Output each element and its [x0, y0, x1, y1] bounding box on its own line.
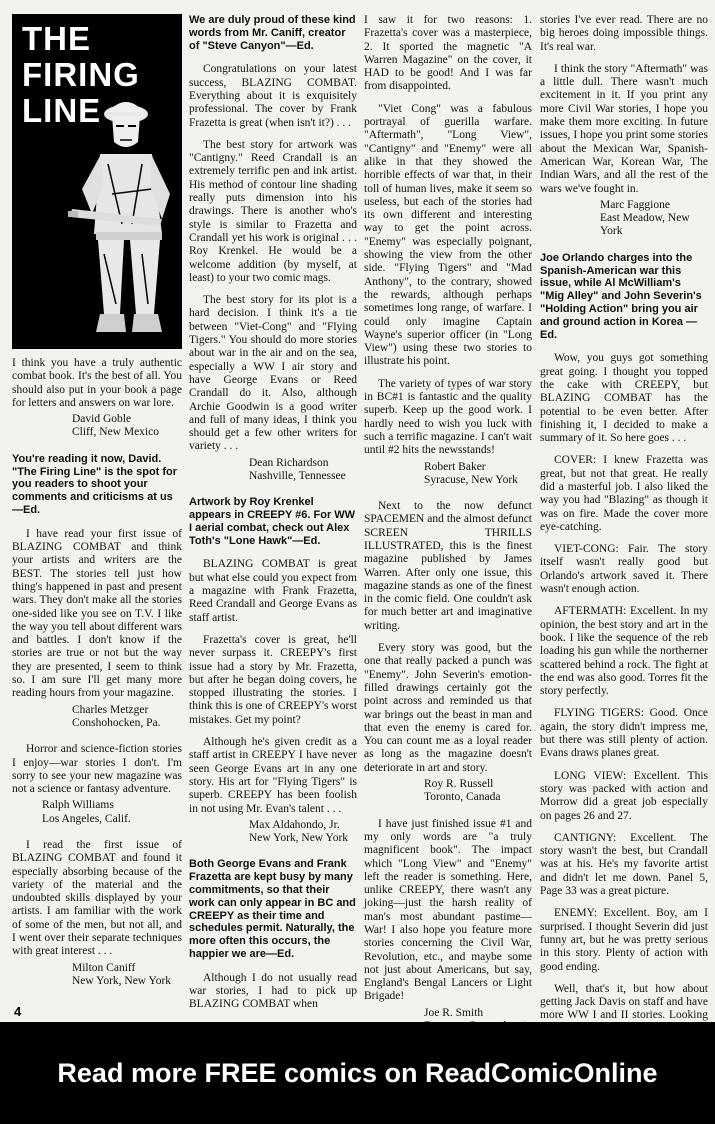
letter-caniff: I read the first issue of BLAZING COMBAT and found it especially absorbing because of the variety of the material and the undoubted skills displayed by your artists. I am familiar with the work of some of the men, but not all, and I went over their separate techniques with great interest . . . — [12, 839, 182, 958]
signature-caniff: Milton Caniff New York, New York — [72, 961, 172, 987]
letter-goble: I think you have a truly authentic combat book. It's the best of all. You should also put in your book a page for letters and answers on war lore. — [12, 357, 182, 409]
letter-richardson-2: The best story for artwork was "Cantigny." Reed Crandall is an extremely terrific pen and ink artist. His method of contour line shading really puts dimension into his drawings. There is another who's style is similar to Frazetta and Crandall yet his work is original . . . Roy Krenkel. He would be a welcome addition (by myself, at least) to your two comic mags. — [189, 138, 357, 284]
editor-reply: We are duly proud of these kind words from Mr. Caniff, creator of "Steve Canyon"—Ed. — [189, 14, 356, 52]
letter-aldahondo-2: Frazetta's cover is great, he'll never surpass it. CREEPY's first issue had a story by Mr. Frazetta, but after he began doing covers, he stopped illustrating the stories. I think this is one of CREEPY's worst mistakes. Get my point? — [189, 633, 357, 726]
letter-faggione-enemy: ENEMY: Excellent. Boy, am I surprised. I thought Severin did just funny art, but he was pretty serious in this story. Plenty of action with good ending. — [540, 907, 708, 973]
signature-baker: Robert Baker Syracuse, New York — [424, 460, 518, 486]
editor-reply: Artwork by Roy Krenkel appears in CREEPY #6. For WW I aerial combat, check out Alex Toth's "Lone Hawk"—Ed. — [189, 496, 356, 547]
letter-richardson-3: The best story for its plot is a hard decision. I think it's a tie between "Viet-Cong" and "Flying Tigers." You should do more stories about war in the air and on the sea, especially a WW I air story and have George Evans or Reed Crandall do it. Also, although Archie Goodwin is a good writer and full of many ideas, I think you should get a few other writers for variety . . . — [189, 294, 357, 453]
header-title-line3: LINE — [22, 92, 102, 129]
letter-faggione-vietcong: VIET-CONG: Fair. The story itself wasn't really good but Orlando's artwork saved it. There wasn't enough action. — [540, 543, 708, 596]
letter-faggione-aftermath: AFTERMATH: Excellent. In my opinion, the best story and art in the book. I like the sequence of the reb loading his gun while the northerner scattered behind a rock. The fight at the end was also good. Torres fit the story perfectly. — [540, 605, 708, 698]
signature-russell: Roy R. Russell Toronto, Canada — [424, 778, 501, 804]
footer-banner-text[interactable]: Read more FREE comics on ReadComicOnline — [57, 1057, 658, 1088]
letter-aldahondo-3: Although he's given credit as a staff artist in CREEPY I have never seen George Evans art in any one story. His art for "Flying Tigers" is superb. CREEPY has been foolish in not using Mr. Evan's talent . . . — [189, 736, 357, 815]
letter-hughes-2: I think the story "Aftermath" was a little dull. There wasn't much excitement in it. If you print any more Civil War stories, I hope you make them more exciting. In future issues, I hope you print some stories about the Mexican War, Spanish-American War, Korean War, The Indian Wars, and all the rest of the wars we've fought in. — [540, 62, 708, 195]
signature-hughes: Marc Faggione East Meadow, New York — [600, 198, 690, 238]
footer-banner[interactable] — [0, 1022, 715, 1124]
letter-faggione-flyingtigers: FLYING TIGERS: Good. Once again, the story didn't impress me, but there was still plenty of action. Evans draws planes great. — [540, 707, 708, 760]
header-title-line2: FIRING — [22, 56, 140, 93]
soldier-illustration — [12, 14, 182, 349]
letter-smith: I have just finished issue #1 and my only words are "a truly magnificent book". The impact which "Long View" and "Enemy" left the reader is something. Here, unlike CREEPY, there wasn't any joking—just the harsh reality of man's most abundant pastime—War! I also hope you feature more stories concerning the Civil War, Revolution, etc., and maybe some not just about Americans, but say, England's Bengal Lancers or Light Brigade! — [364, 817, 532, 1003]
letter-faggione-longview: LONG VIEW: Excellent. This story was packed with action and Morrow did a great job especially on pages 26 and 27. — [540, 769, 708, 822]
letter-baker-3: The variety of types of war story in BC#1 is fantastic and the quality superb. Keep up the good work. I hardly need to wish you luck with such a terrific magazine. I can't wait until #2 hits the newsstands! — [364, 377, 532, 457]
letter-faggione-cover: COVER: I knew Frazetta was great, but not that great. He really did a masterful job. I also liked the way you had "Blazing" as though it was on fire. Made the cover more eye-catching. — [540, 454, 708, 533]
letter-faggione-cantigny: CANTIGNY: Excellent. The story wasn't the best, but Crandall was at his. He's my favorite artist and didn't let me down. Panel 5, Page 33 was a great picture. — [540, 831, 708, 898]
letter-russell-1: Next to the now defunct SPACEMEN and the almost defunct SCREEN THRILLS ILLUSTRATED, this is the finest magazine published by James Warren. After only one issue, this magazine stands as one of the finest in the comic field. One couldn't ask for much better art and imaginative writing. — [364, 500, 532, 632]
signature-smith: Joe R. Smith — [424, 1006, 484, 1019]
signature-aldahondo: Max Aldahondo, Jr. New York, New York — [249, 818, 349, 845]
letter-richardson-1: Congratulations on your latest success, BLAZING COMBAT. Everything about it is exquisitely professional. The cover by Frank Frazetta is great (when isn't it?) . . . — [189, 63, 357, 129]
letter-aldahondo-1: BLAZING COMBAT is great but what else could you expect from a magazine with Frank Frazetta, Reed Crandall and George Evans as staff artist. — [189, 558, 357, 624]
editor-reply: Both George Evans and Frank Frazetta are kept busy by many commitments, so that their work can only appear in BC and CREEPY as their time and schedules permit. Naturally, the more often this occurs, the happier we are—Ed. — [189, 858, 356, 960]
letter-baker-1: I saw it for two reasons: 1. Frazetta's cover was a masterpiece, 2. It sported the magnetic "A Warren Magazine" on the cover, it HAD to be good! And I was far from disappointed. — [364, 14, 532, 93]
signature-metzger: Charles Metzger Conshohocken, Pa. — [72, 703, 161, 729]
letter-metzger: I have read your first issue of BLAZING COMBAT and think your artists and writers are the BEST. The stories tell just how thing's happened in past and present wars. They don't make all the stories one-sided like you see on T.V. I like the way you tell about different wars and battles. I don't know if the stories are true or not but the way they are presented, I seem to think so. I am sure I'll get many more reading hours from your magazine. — [12, 527, 182, 700]
editor-reply: You're reading it now, David. "The Firing Line" is the spot for you readers to shoot your comments and criticisms at us—Ed. — [12, 452, 178, 516]
letter-hughes-1: stories I've ever read. There are no big heroes doing impossible things. It's real war. — [540, 14, 708, 53]
firing-line-header-panel — [12, 14, 182, 349]
letter-faggione-closing: Well, that's it, but how about getting Jack Davis on staff and have more WW I and II stories. Looking — [540, 982, 708, 1022]
editor-reply: Joe Orlando charges into the Spanish-American war this issue, while Al McWilliam's "Mig Alley" and John Severin's "Holding Action" bring you air and ground action in Korea —Ed. — [540, 251, 702, 341]
column-4 — [540, 14, 708, 1022]
column-1 — [12, 14, 182, 1001]
letter-faggione-1: Wow, you guys got something great going. I thought you topped the cake with CREEPY, but BLAZING COMBAT has the potential to be even better. After finishing it, I decided to make a summary of it. So here goes . . . — [540, 352, 708, 445]
page-number: 4 — [14, 1004, 22, 1019]
letter-baker-2: "Viet Cong" was a fabulous portrayal of guerilla warfare. "Aftermath", "Long View", "Cantigny" and "Enemy" were all alike in that they showed the horrible effects of war that, in their toll of human lives, make it seem so useless, but each of the stories had its own different and interesting way to get the point across. "Enemy" was especially poignant, showing the view from the other side. "Flying Tigers" and "Mad Anthony", to the contrary, showed the rewards, although perhaps sometimes long range, of warfare. I could only imagine Captain Wayne's superior officer (in "Long View") using these two stories to illustrate his point. — [364, 102, 532, 368]
letter-williams: Horror and science-fiction stories I enjoy—war stories I don't. I'm sorry to see your new magazine was not a science or fantasy adventure. — [12, 743, 182, 796]
letter-russell-2: Every story was good, but the one that really packed a punch was "Enemy". John Severin's emotion-filled drawings certainly got the point across and reminded us that war brings out the beast in man and that even the enemy is cared for. You can count me as a loyal reader as long as the magazine doesn't deteriorate in art and story. — [364, 642, 532, 774]
letter-baker-start: Although I do not usually read war stories, I had to pick up BLAZING COMBAT when — [189, 971, 357, 1011]
column-3 — [364, 14, 532, 1022]
signature-richardson: Dean Richardson Nashville, Tennessee — [249, 456, 346, 482]
column-2 — [189, 14, 357, 1021]
signature-williams: Ralph Williams Los Angeles, Calif. — [42, 799, 131, 825]
signature-goble: David Goble Cliff, New Mexico — [72, 413, 159, 439]
header-title-line1: THE — [22, 20, 91, 57]
